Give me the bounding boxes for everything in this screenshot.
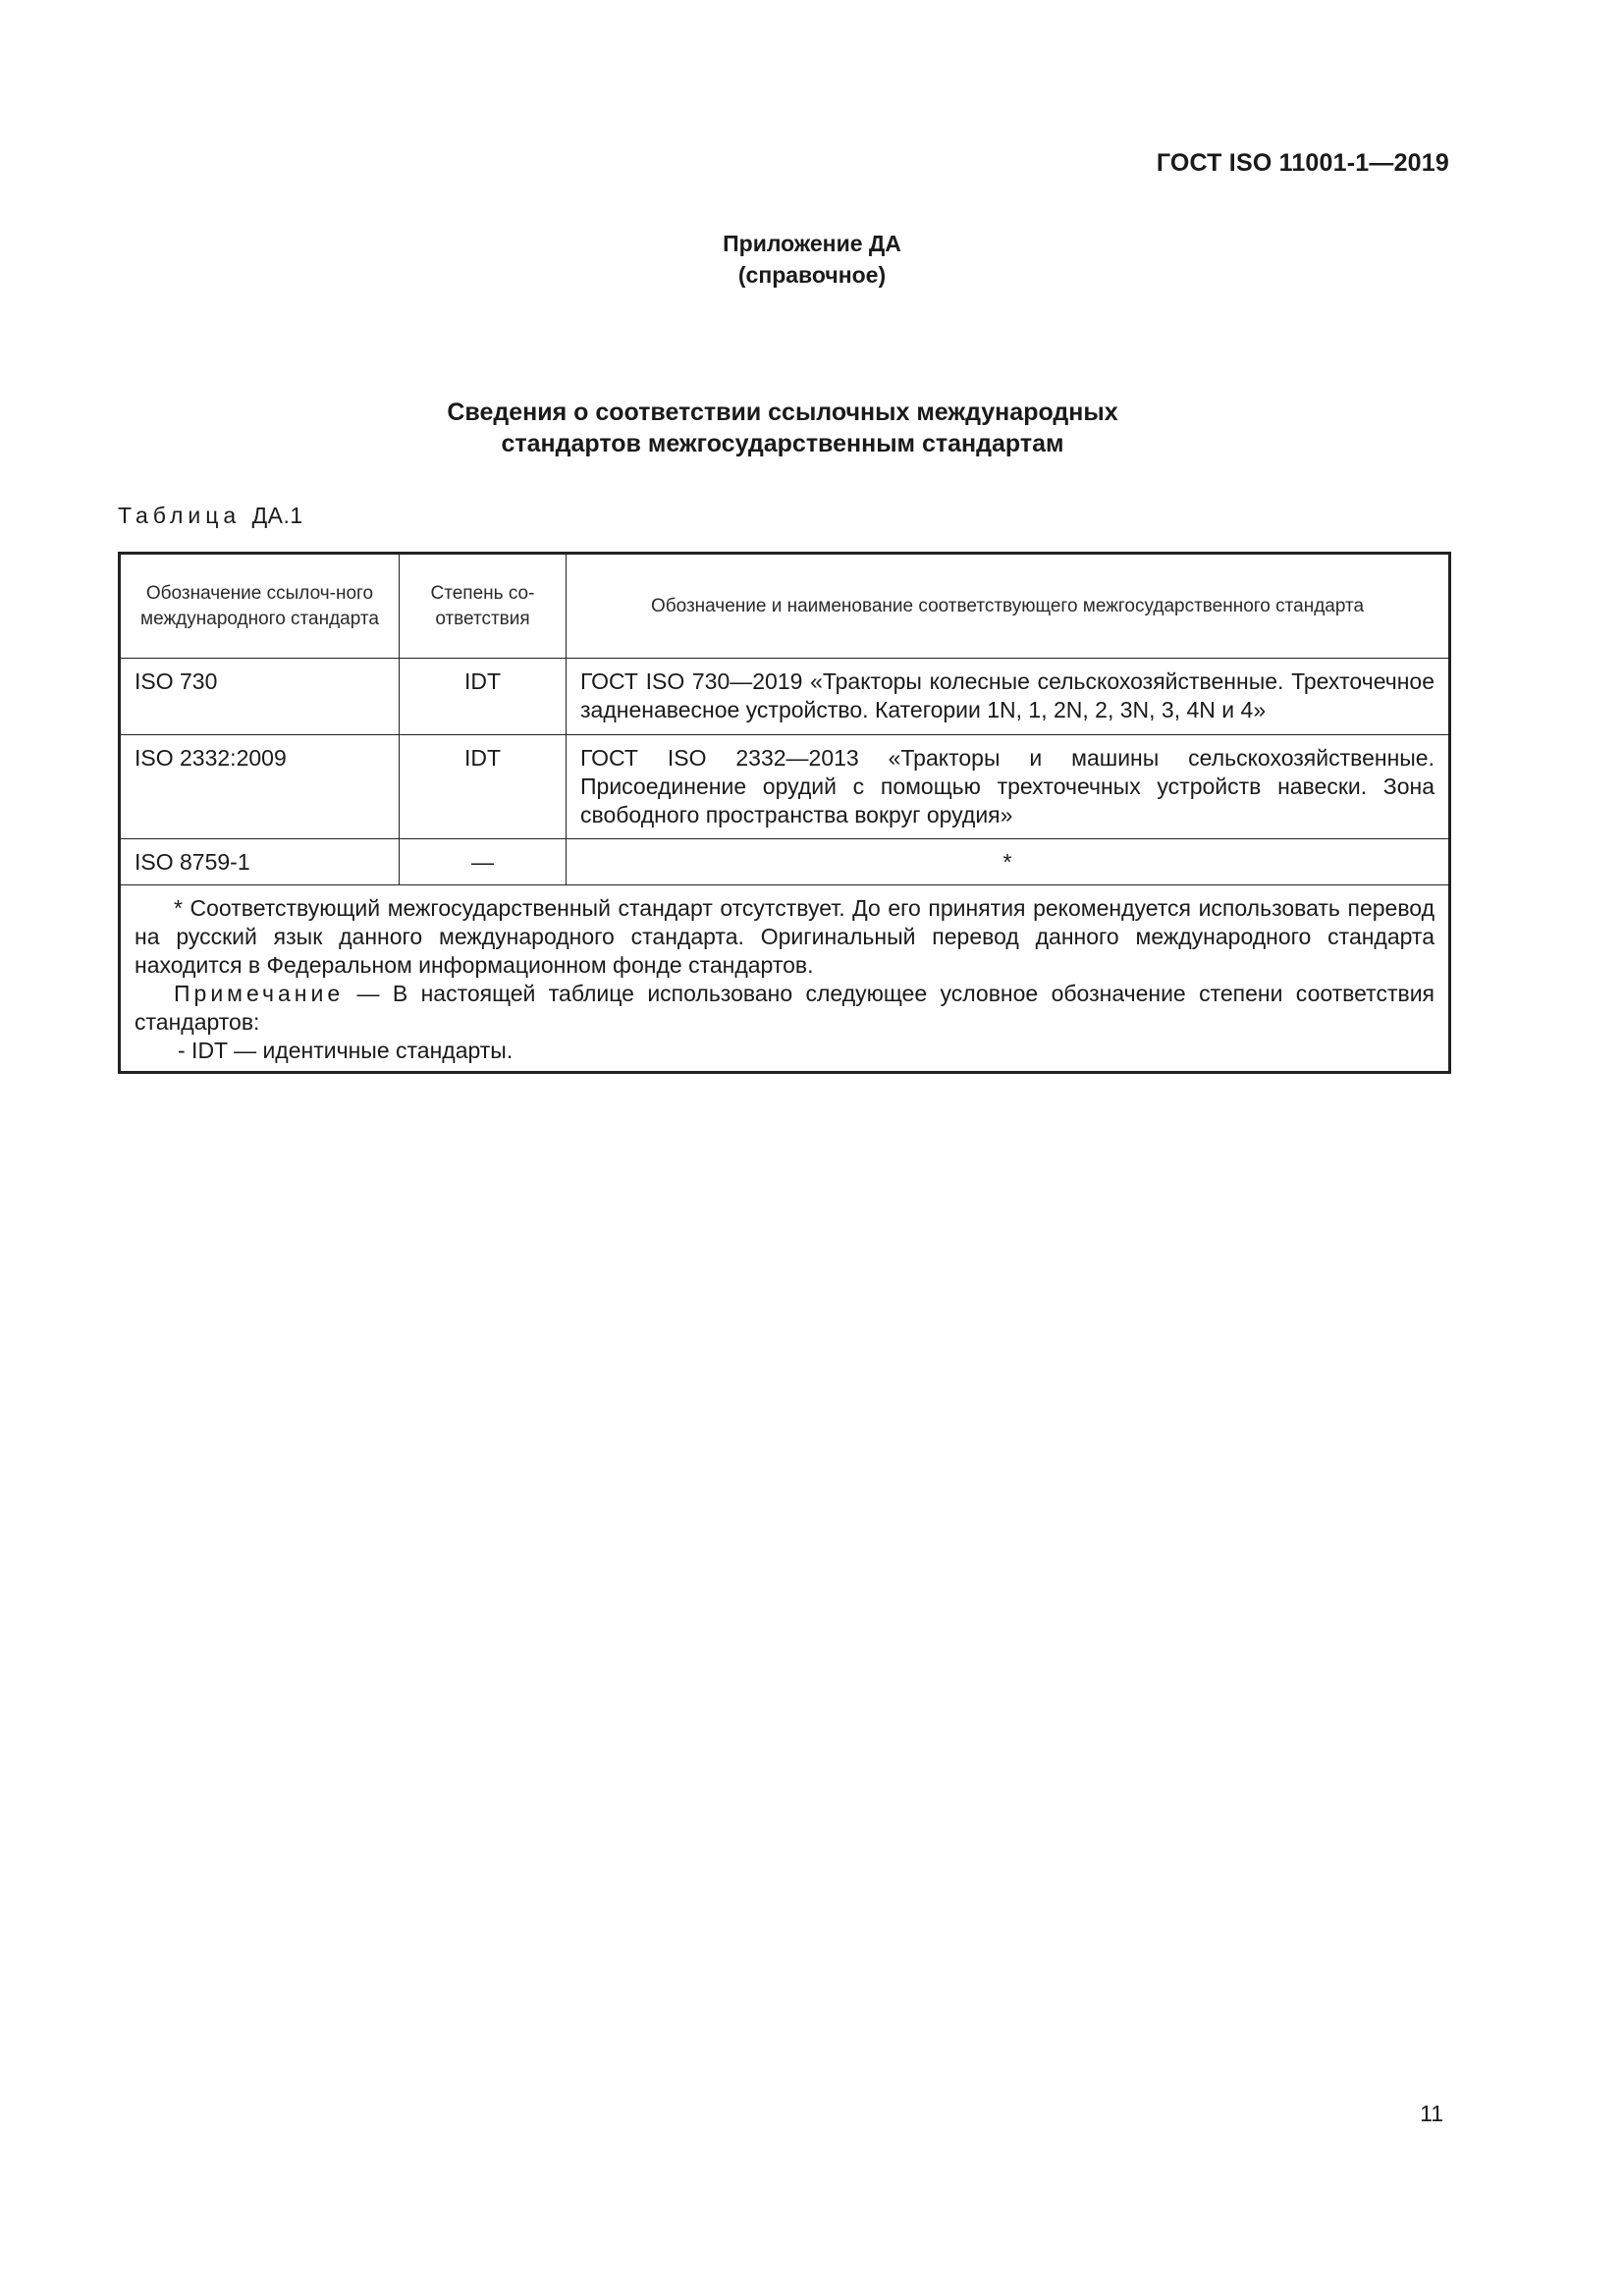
section-title-line-1: Сведения о соответствии ссылочных международных <box>447 399 1118 426</box>
appendix-title: Приложение ДА <box>723 231 901 256</box>
correspondence-table <box>118 552 1451 1074</box>
table-note <box>135 980 1435 1037</box>
cell-degree: — <box>400 839 567 885</box>
table-caption-label: Таблица <box>118 503 242 528</box>
table-footer-cell <box>120 885 1450 1073</box>
cell-international-standard: ISO 2332:2009 <box>120 735 400 839</box>
appendix-heading <box>0 228 1624 291</box>
table-row <box>120 735 1450 839</box>
appendix-subtitle: (справочное) <box>737 262 887 288</box>
section-title-line-2: стандартов межгосударственным стандартам <box>501 430 1064 457</box>
table-caption <box>118 503 303 529</box>
table-row <box>120 659 1450 735</box>
section-title <box>0 397 1565 459</box>
cell-national-standard: ГОСТ ISO 2332—2013 «Тракторы и машины сельскохозяйственные. Присоединение орудий с помощью трехточечных устройств навески. Зона свободного пространства вокруг орудия» <box>567 735 1450 839</box>
table-caption-number: ДА.1 <box>251 503 303 528</box>
cell-national-standard: * <box>567 839 1450 885</box>
cell-international-standard: ISO 730 <box>120 659 400 735</box>
document-code: ГОСТ ISO 11001-1—2019 <box>1156 149 1449 177</box>
header-national-standard: Обозначение и наименование соответствующего межгосударственного стандарта <box>567 554 1450 659</box>
page-number: 11 <box>1420 2101 1443 2126</box>
table-footnote: * Соответствующий межгосударственный стандарт отсутствует. До его принятия рекомендуется использовать перевод на русский язык данного международного стандарта. Оригинальный перевод данного международного стандарта находится в Федеральном информационном фонде стандартов. <box>135 895 1435 978</box>
table-row <box>120 839 1450 885</box>
header-degree-of-correspondence: Степень со-ответствия <box>400 554 567 659</box>
cell-international-standard: ISO 8759-1 <box>120 839 400 885</box>
table-header-row <box>120 554 1450 659</box>
header-international-standard: Обозначение ссылоч-ного международного стандарта <box>120 554 400 659</box>
cell-degree: IDT <box>400 659 567 735</box>
note-list-item: - IDT — идентичные стандарты. <box>178 1038 514 1063</box>
note-text: — В настоящей таблице использовано следующее условное обозначение степени соответствия стандартов: <box>135 981 1435 1035</box>
cell-degree: IDT <box>400 735 567 839</box>
note-label: Примечание <box>174 981 345 1006</box>
table-footer-row <box>120 885 1450 1073</box>
cell-national-standard: ГОСТ ISO 730—2019 «Тракторы колесные сельскохозяйственные. Трехточечное задненавесное устройство. Категории 1N, 1, 2N, 2, 3N, 3, 4N и 4» <box>567 659 1450 735</box>
